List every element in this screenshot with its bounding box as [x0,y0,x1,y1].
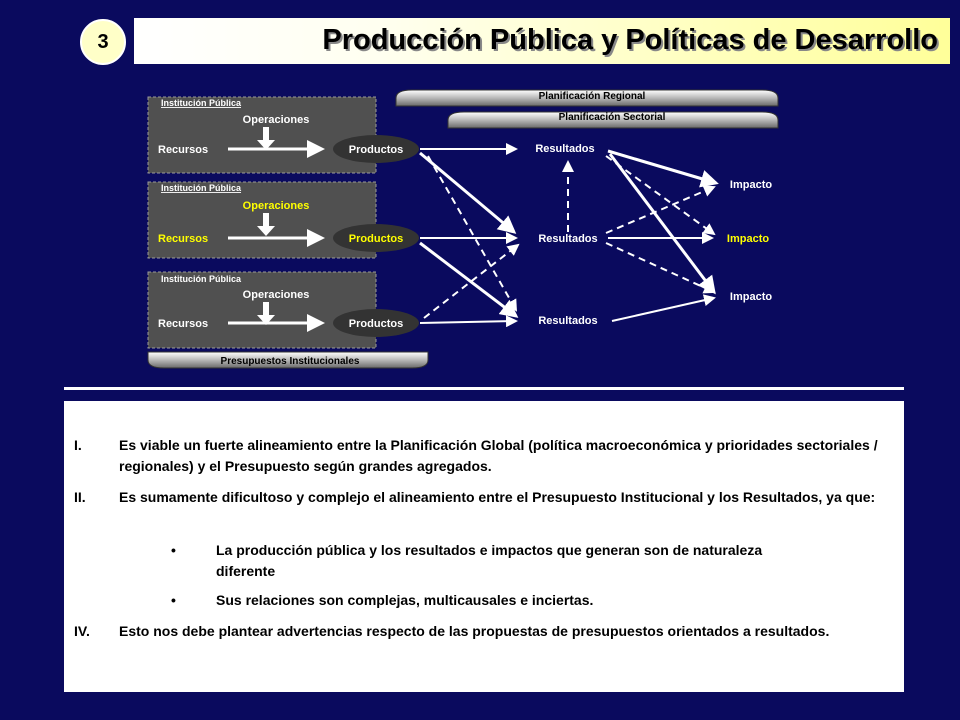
impacto-label: Impacto [726,233,770,245]
planificacion-sectorial-label: Planificación Sectorial [558,112,666,123]
operaciones-label: Operaciones [242,114,310,126]
institution-box-1 [148,97,419,173]
presupuestos-institucionales-banner [148,352,428,368]
productos-label: Productos [348,318,404,330]
resultados-label: Resultados [535,143,595,155]
slide-number-badge: 3 [80,19,126,65]
impacto-label: Impacto [729,291,773,303]
recursos-label: Recursos [158,144,209,156]
item-marker: I. [74,437,82,453]
institution-box-2 [148,182,419,258]
impacto-label: Impacto [729,179,773,191]
planificacion-regional-label: Planificación Regional [538,91,646,102]
resultados-label: Resultados [538,315,598,327]
item-text: Es viable un fuerte alineamiento entre la Planificación Global (política macroeconómica y prioridades sectoriales / regionales) y el Presupuesto según grandes agregados. [119,437,878,474]
recursos-label: Recursos [158,318,209,330]
institution-box-3 [148,272,419,348]
resultados-label: Resultados [538,233,598,245]
item-marker: II. [74,489,86,505]
bullet-text: La producción pública y los resultados e impactos que generan son de naturaleza diferente [216,542,763,579]
institution-label: Institución Pública [161,183,242,193]
item-marker: IV. [74,623,90,639]
operaciones-label: Operaciones [242,200,310,212]
planificacion-regional-banner [396,90,778,106]
separator-line [64,387,904,390]
bullet-marker: • [171,542,176,558]
productos-label: Productos [348,233,404,245]
bullet-marker: • [171,592,176,608]
item-text: Esto nos debe plantear advertencias respecto de las propuestas de presupuestos orientados a resultados. [119,623,830,639]
presupuestos-institucionales-label: Presupuestos Institucionales [220,356,360,367]
planificacion-sectorial-banner [448,112,778,128]
institution-label: Institución Pública [161,274,242,284]
item-text: Es sumamente dificultoso y complejo el alineamiento entre el Presupuesto Institucional y los Resultados, ya que: [119,489,876,505]
recursos-label: Recursos [158,233,209,245]
institution-label: Institución Pública [161,98,242,108]
text-panel [64,401,904,692]
bullet-text: Sus relaciones son complejas, multicausales e inciertas. [216,592,594,608]
operaciones-label: Operaciones [242,289,310,301]
productos-label: Productos [348,144,404,156]
slide-title: Producción Pública y Políticas de Desarrollo [322,24,938,56]
